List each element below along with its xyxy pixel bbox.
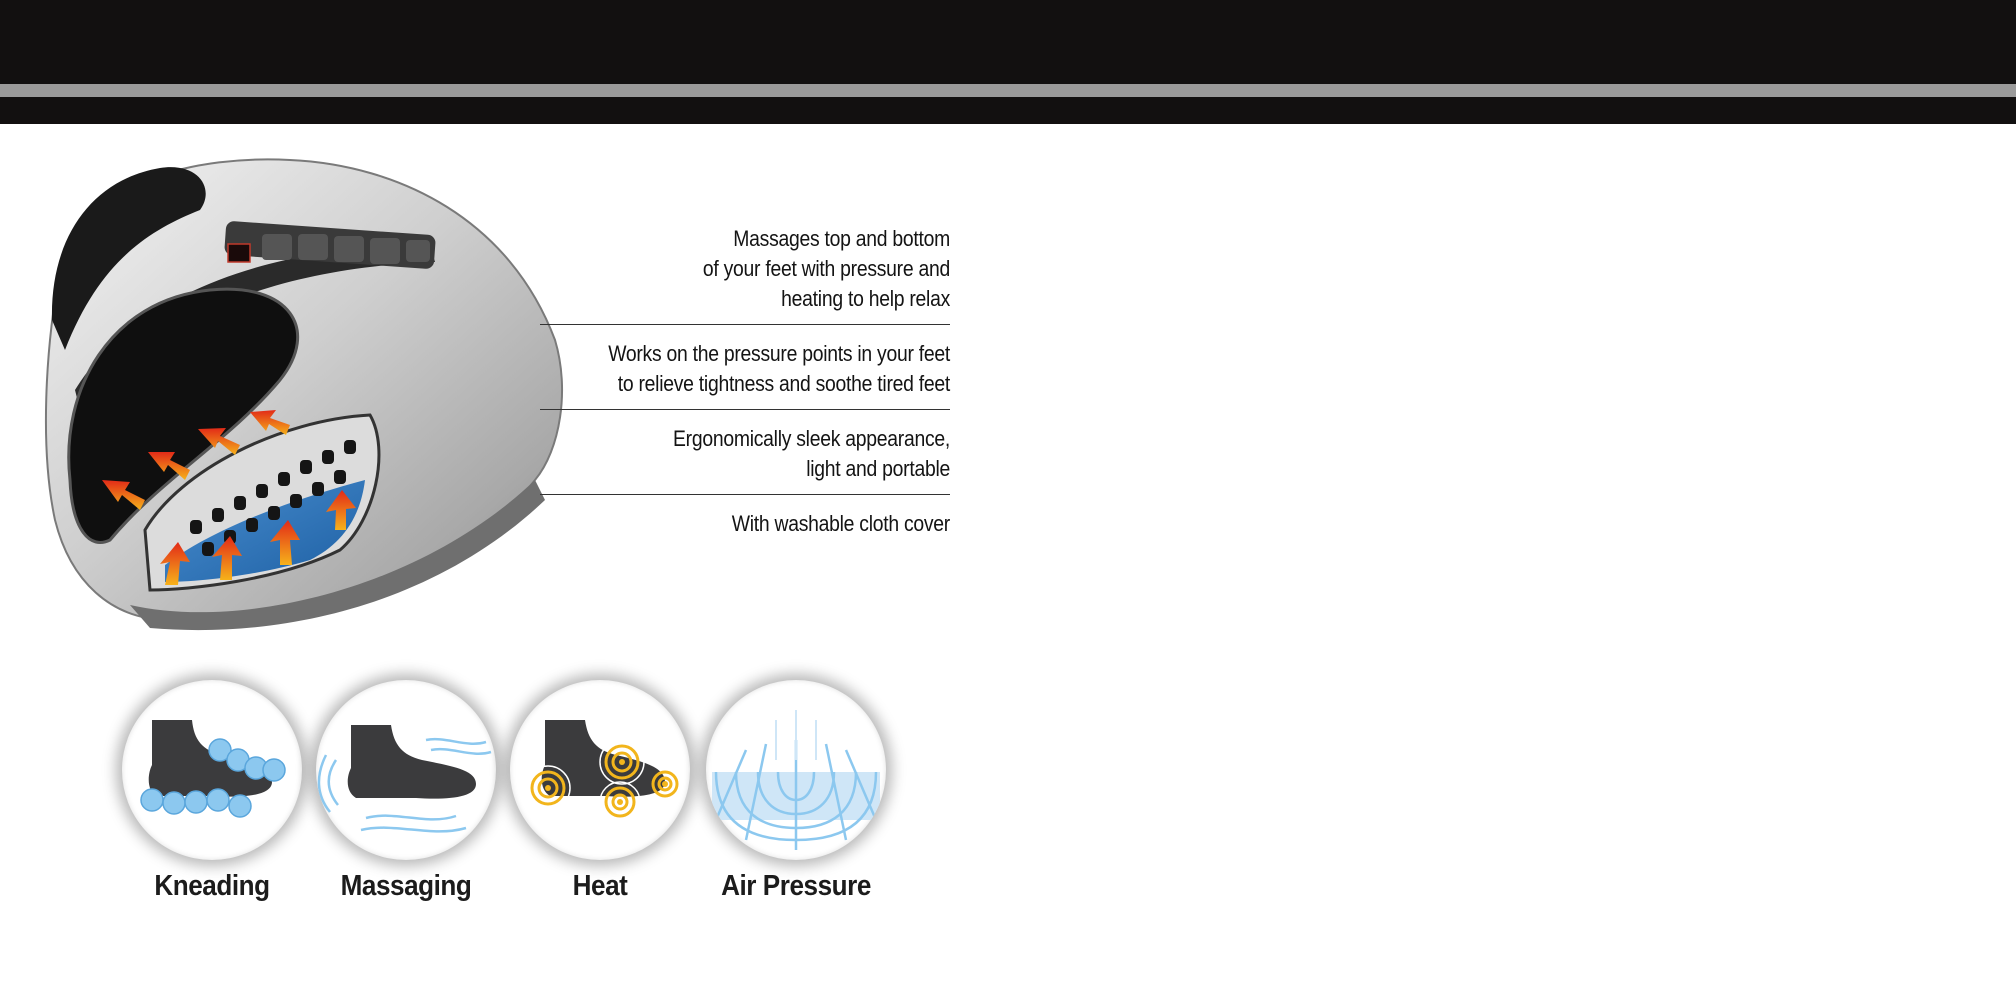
heat-icon — [510, 680, 690, 860]
divider — [540, 494, 950, 495]
mode-massaging — [306, 680, 506, 903]
kneading-icon — [122, 680, 302, 860]
feature-text: Massages top and bottom of your feet with pressure and heating to help relax — [702, 226, 950, 311]
massaging-icon — [316, 680, 496, 860]
mode-heat — [500, 680, 700, 903]
divider — [540, 324, 950, 325]
air-pressure-icon — [706, 680, 886, 860]
feature-list — [540, 224, 950, 539]
massage-modes — [118, 680, 898, 920]
mode-label: Massaging — [340, 870, 472, 902]
mode-label: Heat — [572, 870, 628, 902]
foot-massager-image — [40, 150, 570, 640]
header-stripe — [0, 84, 2016, 97]
mode-label: Air Pressure — [721, 870, 871, 902]
mode-kneading — [112, 680, 312, 903]
feature-text: With washable cloth cover — [731, 511, 950, 536]
header-bar — [0, 0, 2016, 124]
mode-label: Kneading — [154, 870, 270, 902]
feature-text: Ergonomically sleek appearance, light and portable — [672, 426, 950, 481]
divider — [540, 409, 950, 410]
mode-air-pressure — [696, 680, 896, 903]
feature-text: Works on the pressure points in your feet to relieve tightness and soothe tired feet — [608, 341, 950, 396]
